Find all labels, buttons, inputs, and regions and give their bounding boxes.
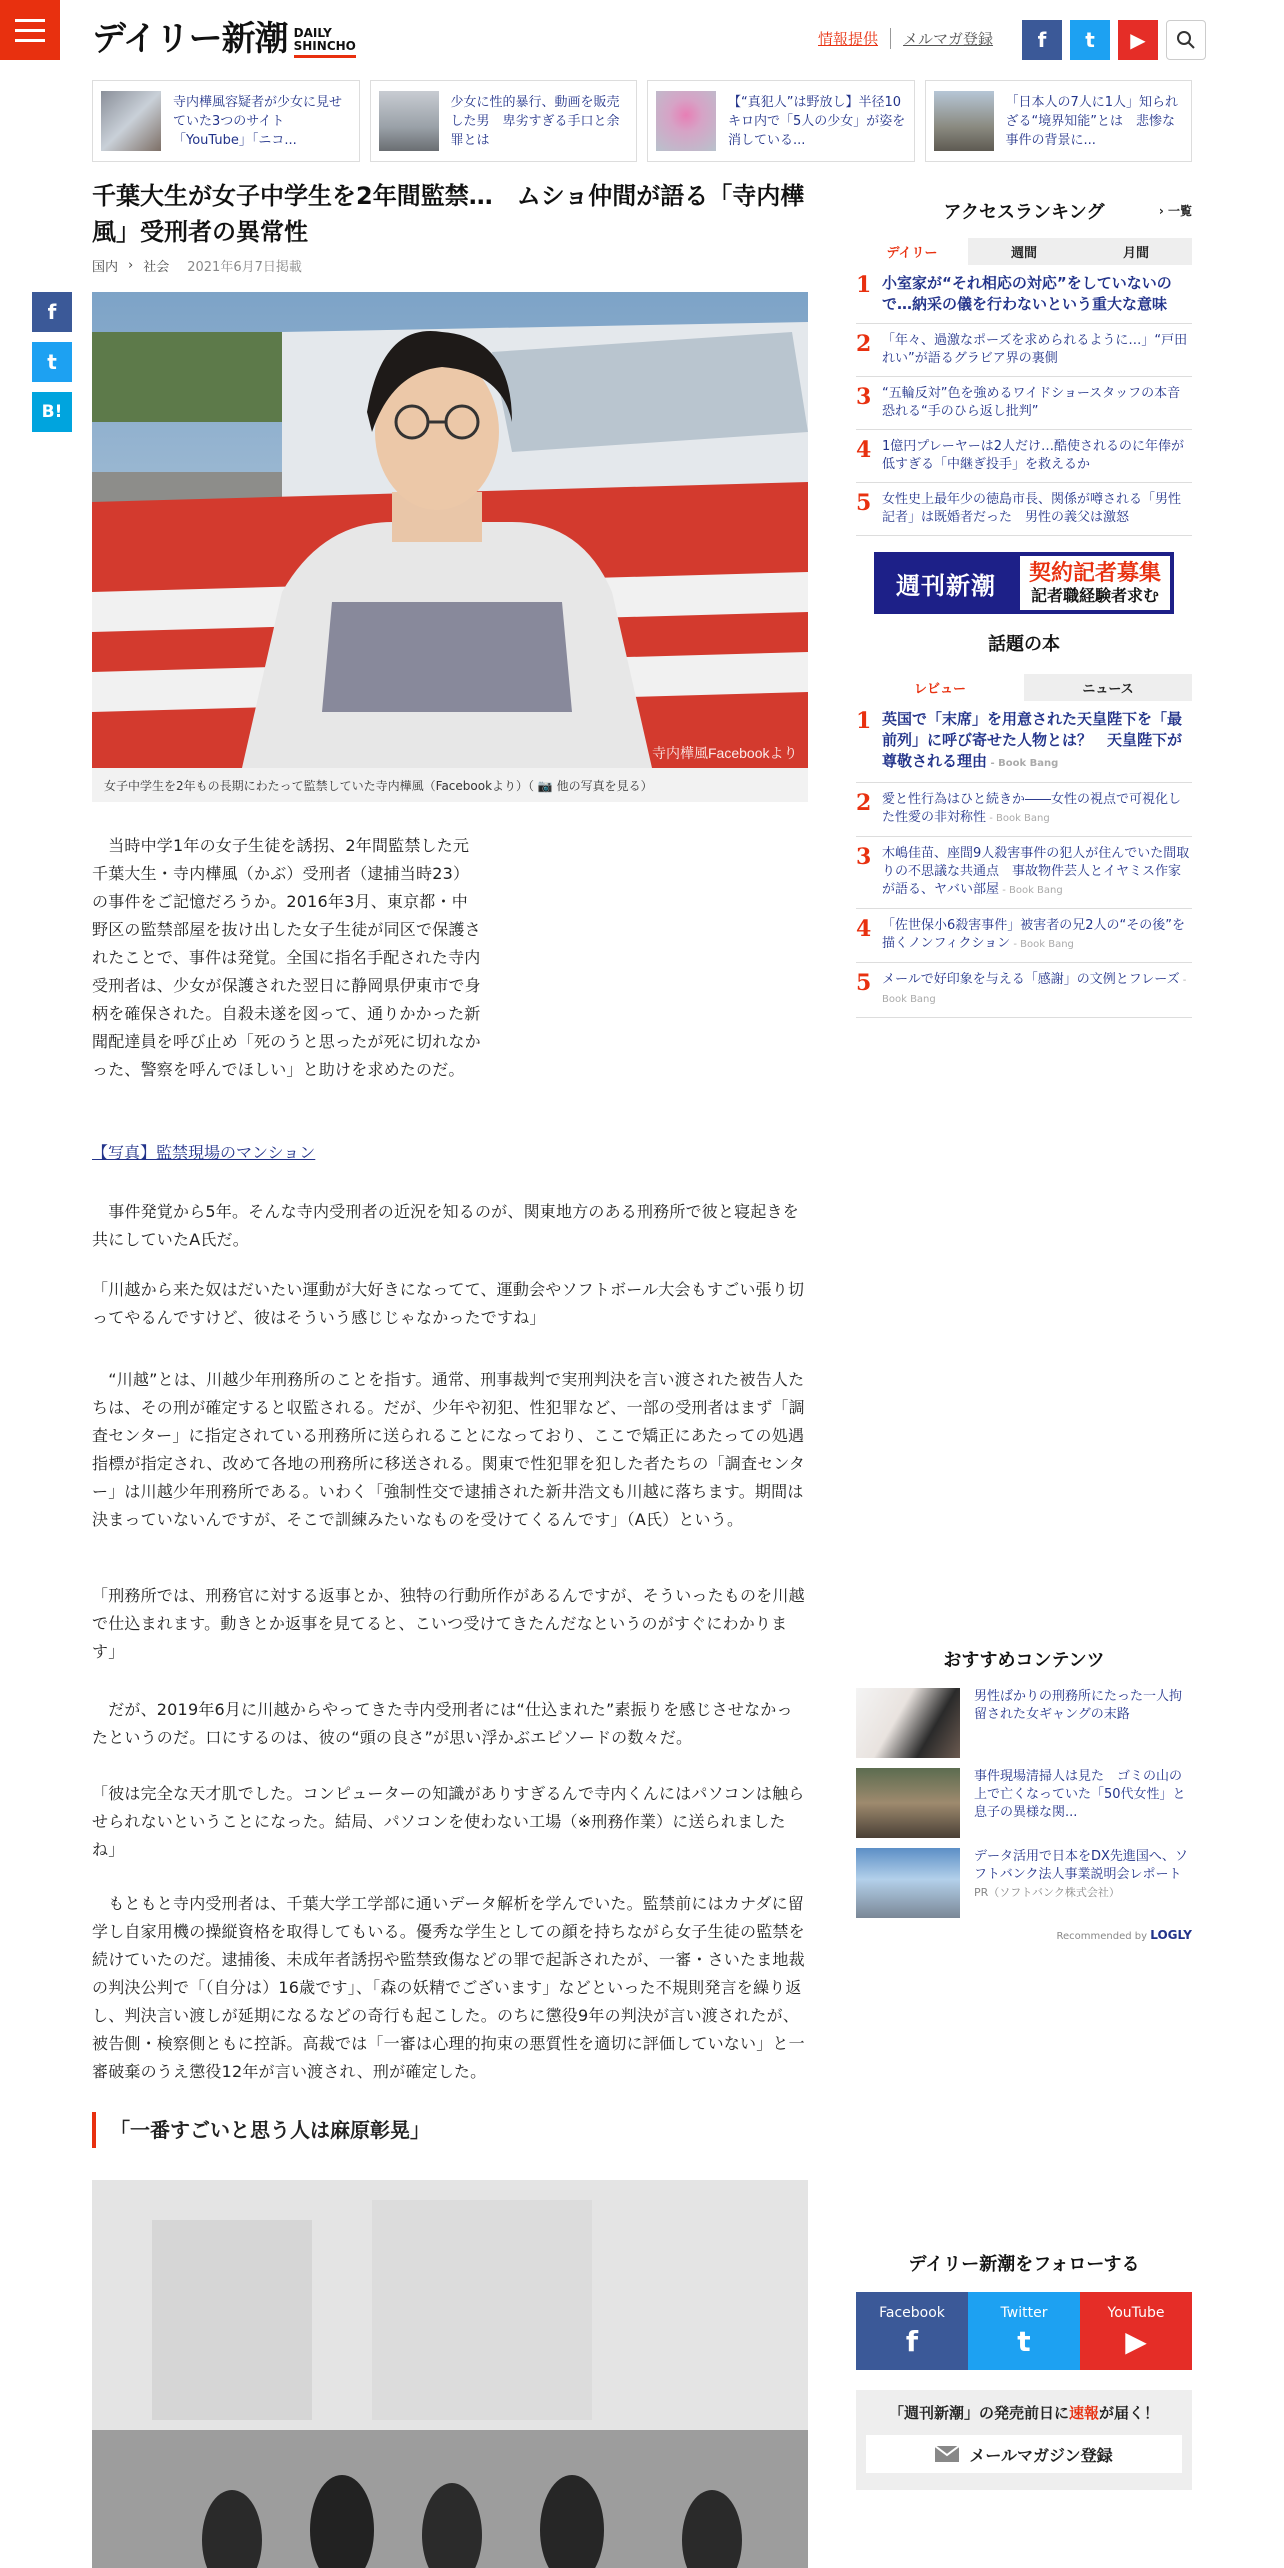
photo-credit: 寺内樺風Facebookより bbox=[652, 745, 798, 761]
related-card[interactable] bbox=[370, 80, 638, 162]
recommend-item[interactable] bbox=[856, 1688, 1192, 1758]
recommend-title: おすすめコンテンツ bbox=[943, 1650, 1105, 1671]
article-paragraph: 「川越から来た奴はだいたい運動が大好きになってて、運動会やソフトボール大会もすごい張り切ってやるんですけど、彼はそういう感じじゃなかったですね」 bbox=[92, 1280, 805, 1327]
rank-number: 5 bbox=[856, 490, 872, 516]
ranking-more-label: 一覧 bbox=[1167, 204, 1192, 218]
newsletter-head bbox=[866, 2402, 1182, 2423]
article-paragraph: “川越”とは、川越少年刑務所のことを指す。通常、刑事裁判で実刑判決を言い渡された被告人たちは、その刑が確定すると収監される。だが、少年や初犯、性犯罪など、一部の受刑者はまず「調査センター」に指定されている刑務所に送られることになっており、ここで矯正にあたっての処遇指標が指定され、改めて各地の刑務所に移送される。関東で性犯罪を犯した者たちの「調査センター」は川越少年刑務所である。いわく「強制性交で逮捕された新井浩文も川越に落ちます。期間は決まっていないんですが、そこで訓練みたいなものを受けてくるんです」（A氏）という。 bbox=[92, 1370, 806, 1529]
rank-number: 2 bbox=[856, 790, 872, 816]
book-title bbox=[882, 845, 1192, 900]
sponsor-label: PR（ソフトバンク株式会社） bbox=[974, 1886, 1120, 1899]
tab-review[interactable]: レビュー bbox=[856, 674, 1024, 701]
follow-title: デイリー新潮をフォローする bbox=[908, 2254, 1140, 2275]
hero-photo[interactable] bbox=[92, 292, 808, 768]
follow-facebook-button[interactable] bbox=[856, 2292, 968, 2370]
newsletter-box bbox=[856, 2390, 1192, 2490]
card-thumbnail bbox=[656, 91, 716, 151]
newsletter-head-tail: が届く！ bbox=[1099, 2404, 1160, 2422]
header-links bbox=[806, 28, 1005, 49]
logo-en-line2: SHINCHO bbox=[293, 39, 356, 53]
twitter-icon[interactable]: t bbox=[1070, 20, 1110, 60]
recommend-text: 事件現場清掃人は見た ゴミの山の上で亡くなっていた「50代女性」と息子の異様な関... bbox=[974, 1769, 1186, 1820]
caption-text: 女子中学生を2年もの長期にわたって監禁していた寺内樺風（Facebookより）（ bbox=[104, 779, 535, 793]
follow-label: Facebook bbox=[879, 2304, 945, 2321]
follow-label: Twitter bbox=[1000, 2304, 1048, 2321]
books-title: 話題の本 bbox=[988, 634, 1060, 655]
ranking-tabs bbox=[856, 238, 1192, 265]
book-source: - Book Bang bbox=[999, 885, 1063, 896]
breadcrumb-society[interactable]: 社会 bbox=[143, 260, 170, 275]
rank-number: 1 bbox=[856, 272, 872, 298]
book-source: - Book Bang bbox=[986, 813, 1050, 824]
newsletter-head-highlight: 速報 bbox=[1068, 2404, 1099, 2422]
logo-en bbox=[294, 27, 356, 58]
follow-label: YouTube bbox=[1107, 2304, 1165, 2321]
share-twitter-icon[interactable]: t bbox=[32, 342, 72, 382]
recommend-text-main: データ活用で日本をDX先進国へ、ソフトバンク法人事業説明会レポート bbox=[974, 1849, 1188, 1882]
youtube-icon[interactable]: ▶ bbox=[1118, 20, 1158, 60]
recommend-thumbnail bbox=[856, 1768, 960, 1838]
related-card[interactable] bbox=[925, 80, 1193, 162]
facebook-icon[interactable]: f bbox=[1022, 20, 1062, 60]
hero-image bbox=[92, 292, 808, 768]
mail-icon bbox=[935, 2446, 959, 2462]
banner-headline: 契約記者募集 bbox=[1028, 560, 1161, 586]
card-thumbnail bbox=[934, 91, 994, 151]
logo-text: デイリー新潮 bbox=[92, 19, 288, 59]
book-text: 木嶋佳苗、座間9人殺害事件の犯人が住んでいた間取りの不思議な共通点 事故物件芸人とイヤミス作家が語る、ヤバい部屋 bbox=[882, 846, 1190, 897]
follow-buttons bbox=[856, 2292, 1192, 2370]
article-paragraph: 「彼は完全な天才肌でした。コンピューターの知識がありすぎるんで寺内くんにはパソコンは触らせられないということになった。結局、パソコンを使わない工場（※刑務作業）に送られましたね」 bbox=[92, 1784, 805, 1859]
card-thumbnail bbox=[379, 91, 439, 151]
rank-number: 2 bbox=[856, 331, 872, 357]
recommended-by bbox=[856, 1928, 1192, 1942]
book-text: 「佐世保小6殺害事件」被害者の兄2人の“その後”を描くノンフィクション bbox=[882, 918, 1186, 951]
newsletter-button[interactable] bbox=[866, 2435, 1182, 2473]
book-item[interactable] bbox=[856, 963, 1192, 1018]
tab-weekly[interactable]: 週間 bbox=[968, 238, 1080, 265]
share-facebook-icon[interactable]: f bbox=[32, 292, 72, 332]
rank-title: 1億円プレーヤーは2人だけ…酷使されるのに年俸が低すぎる「中継ぎ投手」を救えるか bbox=[882, 439, 1185, 472]
book-source: - Book Bang bbox=[987, 758, 1059, 769]
recommend-item[interactable] bbox=[856, 1768, 1192, 1838]
recommend-section bbox=[856, 1646, 1192, 1942]
book-item[interactable] bbox=[856, 837, 1192, 909]
recommend-text: 男性ばかりの刑務所にたった一人拘留された女ギャングの末路 bbox=[974, 1689, 1183, 1722]
share-buttons bbox=[32, 292, 72, 432]
rank-title: 女性史上最年少の徳島市長、関係が噂される「男性記者」は既婚者だった 男性の義父は激怒 bbox=[882, 492, 1182, 525]
publish-date: 2021年6月7日掲載 bbox=[187, 260, 302, 275]
follow-twitter-button[interactable] bbox=[968, 2292, 1080, 2370]
book-item[interactable] bbox=[856, 909, 1192, 963]
rank-number: 3 bbox=[856, 844, 872, 870]
menu-icon-bar bbox=[15, 39, 45, 42]
newsletter-button-label: メールマガジン登録 bbox=[969, 2445, 1113, 2465]
banner-subline: 記者職経験者求む bbox=[1030, 586, 1159, 605]
follow-section bbox=[856, 2250, 1192, 2370]
book-title bbox=[882, 709, 1192, 774]
rank-title: 小室家が“それ相応の対応”をしていないので…納采の儀を行わないという重大な意味 bbox=[882, 274, 1172, 313]
recommend-item[interactable] bbox=[856, 1848, 1192, 1918]
article-paragraph: 事件発覚から5年。そんな寺内受刑者の近況を知るのが、関東地方のある刑務所で彼と寝起きを共にしていたA氏だ。 bbox=[92, 1202, 799, 1249]
photo-link[interactable]: 【写真】監禁現場のマンション bbox=[92, 1143, 316, 1162]
article-paragraph: 当時中学1年の女子生徒を誘拐、2年間監禁した元千葉大生・寺内樺風（かぶ）受刑者（逮捕当時23）の事件をご記憶だろうか。2016年3月、東京都・中野区の監禁部屋を抜け出した女子生徒が同区で保護されたことで、事件は発覚。全国に指名手配された寺内受刑者は、少女が保護された翌日に静岡県伊東市で身柄を確保された。自殺未遂を図って、通りかかった新聞配達員を呼び止め「死のうと思ったが死に切れなかった、警察を呼んでほしい」と助けを求めたのだ。 bbox=[92, 836, 481, 1079]
facebook-icon: f bbox=[905, 2324, 919, 2358]
banner-recruit bbox=[1020, 556, 1170, 610]
rank-number: 4 bbox=[856, 437, 872, 463]
ranking-section bbox=[856, 198, 1192, 536]
book-title bbox=[882, 791, 1192, 828]
books-list bbox=[856, 701, 1192, 1018]
book-item[interactable] bbox=[856, 783, 1192, 837]
ranking-title: アクセスランキング bbox=[943, 202, 1105, 223]
logly-logo: LOGLY bbox=[1150, 1928, 1192, 1942]
site-logo[interactable] bbox=[92, 20, 356, 58]
book-text: 英国で「末席」を用意された天皇陛下を「最前列」に呼び寄せた人物とは？ 天皇陛下が尊敬される理由 bbox=[882, 710, 1183, 770]
menu-button[interactable] bbox=[0, 0, 60, 60]
share-hatena-icon[interactable]: B! bbox=[32, 392, 72, 432]
book-text: 愛と性行為はひと続きか――女性の視点で可視化した性愛の非対称性 bbox=[882, 792, 1182, 825]
card-title: 【“真犯人”は野放し】半径10キロ内で「5人の少女」が姿を消している... bbox=[728, 94, 906, 148]
menu-icon-bar bbox=[15, 29, 45, 32]
ranking-item[interactable] bbox=[856, 265, 1192, 324]
chevron-right-icon: › bbox=[1158, 204, 1168, 218]
book-source: - Book Bang bbox=[882, 975, 1187, 1005]
ranking-item[interactable] bbox=[856, 324, 1192, 377]
recommend-text bbox=[974, 1848, 1192, 1918]
rank-number: 5 bbox=[856, 970, 872, 996]
article-paragraph: だが、2019年6月に川越からやってきた寺内受刑者には“仕込まれた”素振りを感じさせなかったというのだ。口にするのは、彼の“頭の良さ”が思い浮かぶエピソードの数々だ。 bbox=[92, 1700, 793, 1747]
ranking-item[interactable] bbox=[856, 377, 1192, 430]
header-sns bbox=[1022, 20, 1206, 60]
ranking-more-link[interactable] bbox=[1159, 202, 1192, 219]
camera-icon: 📷 bbox=[537, 779, 553, 793]
related-card[interactable] bbox=[647, 80, 915, 162]
twitter-icon: t bbox=[1017, 2324, 1031, 2358]
blurred-image bbox=[92, 2180, 808, 2568]
search-icon bbox=[1176, 30, 1196, 50]
recommend-thumbnail bbox=[856, 1848, 960, 1918]
books-section bbox=[856, 630, 1192, 1018]
book-title bbox=[882, 971, 1192, 1009]
info-link[interactable]: 情報提供 bbox=[818, 30, 879, 48]
article-paragraph: 「刑務所では、刑務官に対する返事とか、独特の行動所作があるんですが、そういったものを川越で仕込まれます。動きとか返事を見てると、こいつ受けてきたんだなというのがすぐにわかります」 bbox=[92, 1586, 805, 1661]
card-title: 少女に性的暴行、動画を販売した男 卑劣すぎる手口と余罪とは bbox=[450, 94, 620, 148]
ranking-item[interactable] bbox=[856, 430, 1192, 483]
tab-news[interactable]: ニュース bbox=[1024, 674, 1192, 701]
logo-en-line1: DAILY bbox=[293, 26, 332, 40]
recommended-by-label: Recommended by bbox=[1056, 1931, 1148, 1942]
book-item[interactable] bbox=[856, 701, 1192, 783]
rank-number: 1 bbox=[856, 708, 872, 734]
search-button[interactable] bbox=[1166, 20, 1206, 60]
ranking-list bbox=[856, 265, 1192, 536]
tab-daily[interactable]: デイリー bbox=[856, 238, 968, 265]
rank-number: 3 bbox=[856, 384, 872, 410]
rank-title: “五輪反対”色を強めるワイドショースタッフの本音 恐れる“手のひら返し批判” bbox=[882, 386, 1194, 419]
book-source: - Book Bang bbox=[1010, 939, 1074, 950]
card-title: 「日本人の7人に1人」知られざる“境界知能”とは 悲惨な事件の背景に... bbox=[1005, 94, 1179, 148]
book-text: メールで好印象を与える「感謝」の文例とフレーズ bbox=[882, 972, 1180, 987]
menu-icon-bar bbox=[15, 19, 45, 22]
books-tabs bbox=[856, 674, 1192, 701]
newsletter-link[interactable]: メルマガ登録 bbox=[890, 28, 1005, 49]
photo-caption bbox=[92, 768, 808, 802]
banner-magazine: 週刊新潮 bbox=[896, 570, 996, 600]
more-photos-link[interactable]: 他の写真を見る） bbox=[556, 779, 653, 793]
follow-youtube-button[interactable] bbox=[1080, 2292, 1192, 2370]
recommend-thumbnail bbox=[856, 1688, 960, 1758]
section-heading: 「一番すごいと思う人は麻原彰晃」 bbox=[92, 2112, 808, 2148]
rank-title: 「年々、過激なポーズを求められるように…」“戸田れい”が語るグラビア界の裏側 bbox=[882, 333, 1188, 366]
related-articles-bar bbox=[92, 80, 1192, 162]
article-title: 千葉大生が女子中学生を2年間監禁… ムショ仲間が語る「寺内樺風」受刑者の異常性 bbox=[92, 182, 805, 246]
youtube-icon: ▶ bbox=[1125, 2324, 1147, 2358]
card-title: 寺内樺風容疑者が少女に見せていた3つのサイト「YouTube」「ニコ... bbox=[173, 94, 343, 148]
breadcrumb-domestic[interactable]: 国内 bbox=[92, 260, 119, 275]
article-photo[interactable] bbox=[92, 2180, 808, 2568]
recruit-banner[interactable] bbox=[874, 552, 1174, 614]
newsletter-head-text: 「週刊新潮」の発売前日に bbox=[888, 2404, 1069, 2422]
card-thumbnail bbox=[101, 91, 161, 151]
book-title bbox=[882, 917, 1192, 954]
breadcrumb bbox=[92, 256, 302, 275]
chevron-right-icon: › bbox=[128, 258, 134, 273]
article-paragraph: もともと寺内受刑者は、千葉大学工学部に通いデータ解析を学んでいた。監禁前にはカナダに留学し自家用機の操縦資格を取得してもいる。優秀な学生としての顔を持ちながら女子生徒の監禁を続けていたのだ。逮捕後、未成年者誘拐や監禁致傷などの罪で起訴されたが、一審・さいたま地裁の判決公判で「（自分は）16歳です」、「森の妖精でございます」などといった不規則発言を繰り返し、判決言い渡しが延期になるなどの奇行も起こした。のちに懲役9年の判決が言い渡されたが、被告側・検察側ともに控訴。高裁では「一審は心理的拘束の悪質性を適切に評価していない」と一審破棄のうえ懲役12年が言い渡され、刑が確定した。 bbox=[92, 1894, 805, 2081]
related-card[interactable] bbox=[92, 80, 360, 162]
ranking-item[interactable] bbox=[856, 483, 1192, 536]
rank-number: 4 bbox=[856, 916, 872, 942]
tab-monthly[interactable]: 月間 bbox=[1080, 238, 1192, 265]
